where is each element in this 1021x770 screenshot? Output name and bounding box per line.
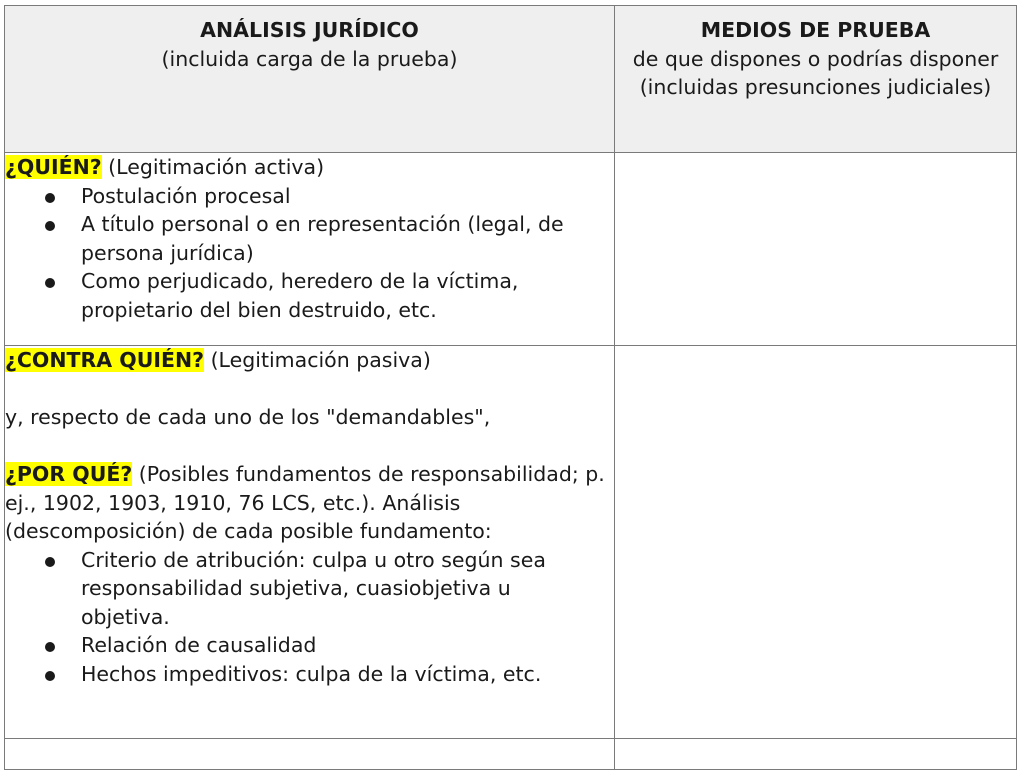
row1-heading — [5, 153, 614, 182]
row2-bullet-list — [5, 546, 614, 689]
bullet-icon — [45, 193, 55, 203]
row-contra-quien — [5, 346, 1017, 739]
row2-por-que-text: (Posibles fundamentos de responsabilidad; p. ej., 1902, 1903, 1910, 76 LCS, etc.). Análisis (descomposición) de cada posible fundamento: — [5, 462, 605, 543]
list-item — [5, 546, 614, 632]
row2-heading — [5, 346, 614, 375]
spacer — [5, 375, 614, 404]
list-item — [5, 631, 614, 660]
bullet-icon — [45, 221, 55, 231]
list-item — [5, 267, 614, 324]
list-item — [5, 182, 614, 211]
list-item-text: Como perjudicado, heredero de la víctima, propietario del bien destruido, etc. — [81, 269, 519, 322]
row1-right-cell[interactable] — [615, 153, 1017, 346]
row3-right-cell — [615, 739, 1017, 770]
bullet-icon — [45, 278, 55, 288]
header-right-line2: (incluidas presunciones judiciales) — [639, 75, 992, 99]
bullet-icon — [45, 671, 55, 681]
bullet-icon — [45, 557, 55, 567]
row2-paragraph: y, respecto de cada uno de los "demandables", — [5, 405, 491, 429]
row1-heading-text: (Legitimación activa) — [101, 155, 325, 179]
row1-left-cell — [5, 153, 615, 346]
bullet-icon — [45, 642, 55, 652]
header-right-line1: de que dispones o podrías disponer — [632, 46, 999, 71]
header-row — [5, 6, 1017, 153]
row1-bullet-list — [5, 182, 614, 325]
row3-left-cell — [5, 739, 615, 770]
list-item-text: Postulación procesal — [81, 183, 291, 208]
list-item — [5, 210, 614, 267]
list-item-text: Relación de causalidad — [81, 633, 317, 657]
header-left-cell — [5, 6, 615, 153]
spacer — [5, 432, 614, 461]
row-quien — [5, 153, 1017, 346]
row2-heading-text: (Legitimación pasiva) — [204, 348, 431, 372]
row2-right-cell[interactable] — [615, 346, 1017, 739]
row-next — [5, 739, 1017, 770]
row2-highlight-2: ¿POR QUÉ? — [5, 462, 133, 486]
row2-highlight-1: ¿CONTRA QUIÉN? — [5, 348, 205, 372]
row1-highlight: ¿QUIÉN? — [5, 155, 102, 179]
list-item-text: Hechos impeditivos: culpa de la víctima, etc. — [81, 661, 542, 686]
row2-por-que — [5, 460, 614, 546]
list-item-text: Criterio de atribución: culpa u otro según sea responsabilidad subjetiva, cuasiobjetiva u objetiva. — [81, 547, 546, 629]
header-right-cell — [615, 6, 1017, 153]
analysis-table — [4, 5, 1017, 770]
list-item-text: A título personal o en representación (legal, de persona jurídica) — [81, 212, 564, 265]
header-left-title: ANÁLISIS JURÍDICO — [200, 18, 419, 42]
list-item — [5, 660, 614, 689]
header-left-subtitle: (incluida carga de la prueba) — [161, 46, 458, 71]
header-right-title: MEDIOS DE PRUEBA — [700, 18, 931, 42]
row2-left-cell — [5, 346, 615, 739]
